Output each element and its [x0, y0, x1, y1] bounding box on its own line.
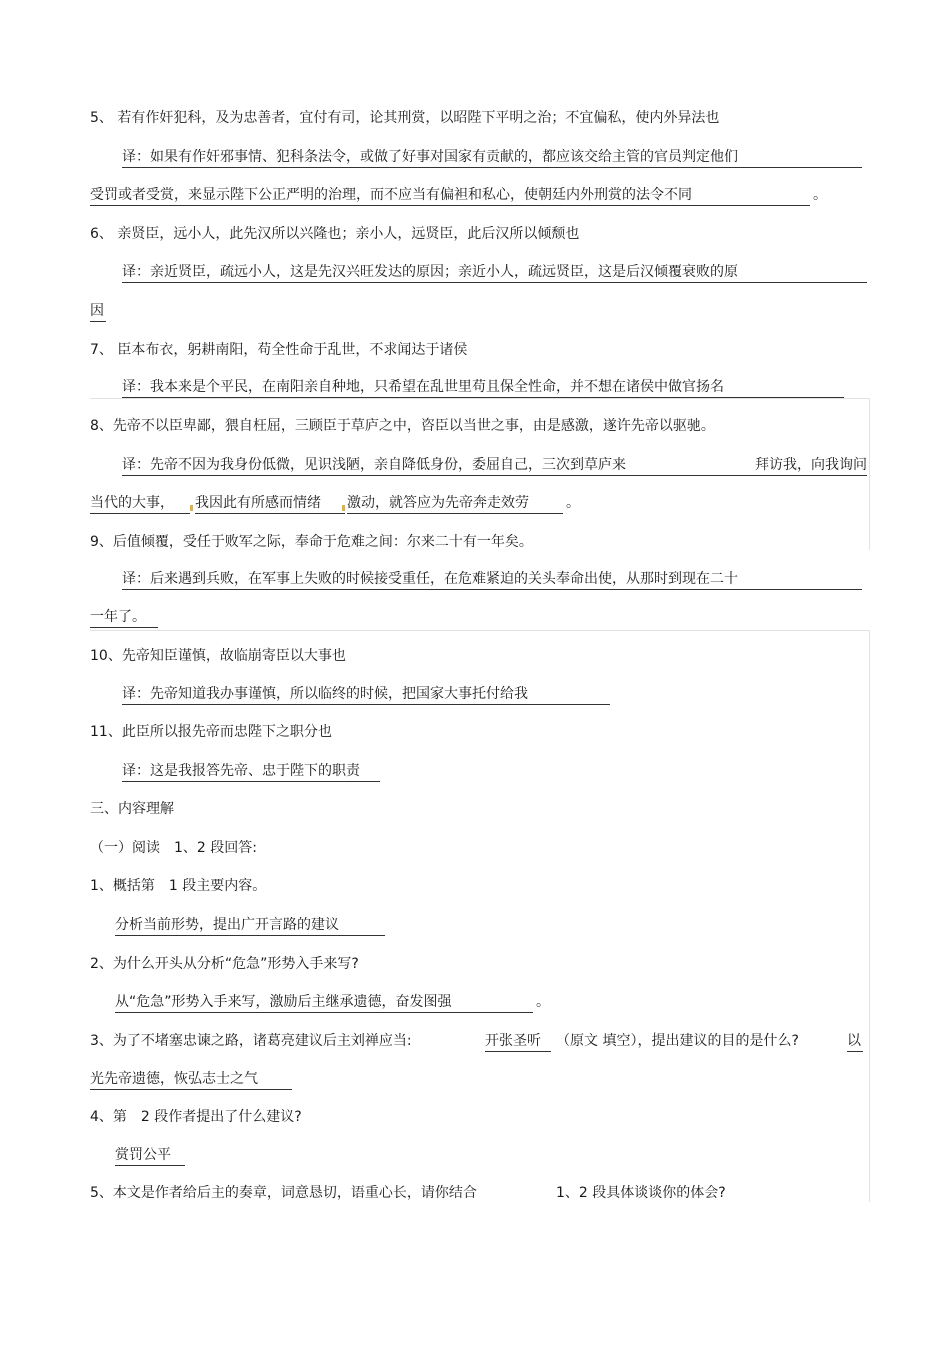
item-11: 11、此臣所以报先帝而忠陛下之职分也: [90, 724, 332, 740]
item-8-translation-2c: 激动，就答应为先帝奔走效劳: [347, 493, 563, 514]
item-8: 8、先帝不以臣卑鄙，猥自枉屈，三顾臣于草庐之中，咨臣以当世之事，由是感激，遂许先帝以驱驰。: [90, 418, 715, 434]
question-2: 2、为什么开头从分析“危急”形势入手来写?: [90, 956, 359, 972]
item-6: 6、 亲贤臣，远小人，此先汉所以兴隆也；亲小人，远贤臣，此后汉所以倾颓也: [90, 226, 580, 242]
item-5-end: 。: [813, 187, 827, 203]
question-4: 4、第 2 段作者提出了什么建议?: [90, 1109, 302, 1125]
item-9: 9、后值倾覆，受任于败军之际，奉命于危难之间：尔来二十有一年矣。: [90, 534, 533, 550]
item-6-translation-2: 因: [90, 301, 106, 322]
answer-3-blank: 开张圣听: [485, 1031, 551, 1052]
question-3-continued: （原文 填空），提出建议的目的是什么?: [556, 1033, 799, 1049]
answer-2: 从“危急”形势入手来写，激励后主继承遗德，奋发图强: [115, 992, 533, 1013]
item-8-end: 。: [566, 495, 580, 511]
section-heading: 三、内容理解: [90, 801, 174, 817]
mark: [190, 505, 193, 511]
frame-line: [90, 630, 870, 631]
question-5-continued: 1、2 段具体谈谈你的体会?: [556, 1185, 726, 1201]
item-8-translation-1a: 译：先帝不因为我身份低微，见识浅陋，亲自降低身份，委屈自己，三次到草庐来: [122, 455, 662, 476]
answer-1: 分析当前形势，提出广开言路的建议: [115, 915, 385, 936]
answer-4: 赏罚公平: [115, 1145, 185, 1166]
item-9-translation-1: 译：后来遇到兵败，在军事上失败的时候接受重任，在危难紧迫的关头奉命出使，从那时到现在二十: [122, 569, 862, 590]
question-1: 1、概括第 1 段主要内容。: [90, 878, 267, 894]
frame-line: [869, 630, 870, 1202]
item-10-translation: 译：先帝知道我办事谨慎，所以临终的时候，把国家大事托付给我: [122, 684, 610, 705]
frame-line: [90, 398, 870, 399]
subsection-heading: （一）阅读 1、2 段回答:: [90, 840, 257, 856]
item-8-translation-2a: 当代的大事，: [90, 493, 190, 514]
item-9-translation-2: 一年了。: [90, 607, 158, 628]
item-5: 5、 若有作奸犯科，及为忠善者，宜付有司，论其刑赏，以昭陛下平明之治；不宜偏私，使内外异法也: [90, 110, 720, 126]
answer-3-start: 以: [847, 1031, 863, 1052]
item-5-translation-1: 译：如果有作奸邪事情、犯科条法令，或做了好事对国家有贡献的，都应该交给主管的官员判定他们: [122, 147, 862, 168]
frame-line: [869, 398, 870, 550]
item-11-translation: 译：这是我报答先帝、忠于陛下的职责: [122, 761, 380, 782]
item-10: 10、先帝知臣谨慎，故临崩寄臣以大事也: [90, 648, 346, 664]
item-7: 7、 臣本布衣，躬耕南阳，苟全性命于乱世，不求闻达于诸侯: [90, 342, 468, 358]
item-5-translation-2: 受罚或者受赏，来显示陛下公正严明的治理，而不应当有偏袒和私心，使朝廷内外刑赏的法令不同: [90, 185, 810, 206]
item-6-translation-1: 译：亲近贤臣，疏远小人，这是先汉兴旺发达的原因；亲近小人，疏远贤臣，这是后汉倾覆衰败的原: [122, 262, 867, 283]
answer-2-end: 。: [536, 994, 550, 1010]
answer-3: 光先帝遗德，恢弘志士之气: [90, 1069, 292, 1090]
item-7-translation: 译：我本来是个平民，在南阳亲自种地，只希望在乱世里苟且保全性命，并不想在诸侯中做官扬名: [122, 377, 844, 398]
question-5: 5、本文是作者给后主的奏章，词意恳切，语重心长，请你结合: [90, 1185, 477, 1201]
item-8-translation-2b: 我因此有所感而情绪: [195, 493, 345, 514]
question-3: 3、为了不堵塞忠谏之路，诸葛亮建议后主刘禅应当:: [90, 1033, 412, 1049]
item-8-translation-1b: 拜访我，向我询问: [662, 455, 867, 476]
